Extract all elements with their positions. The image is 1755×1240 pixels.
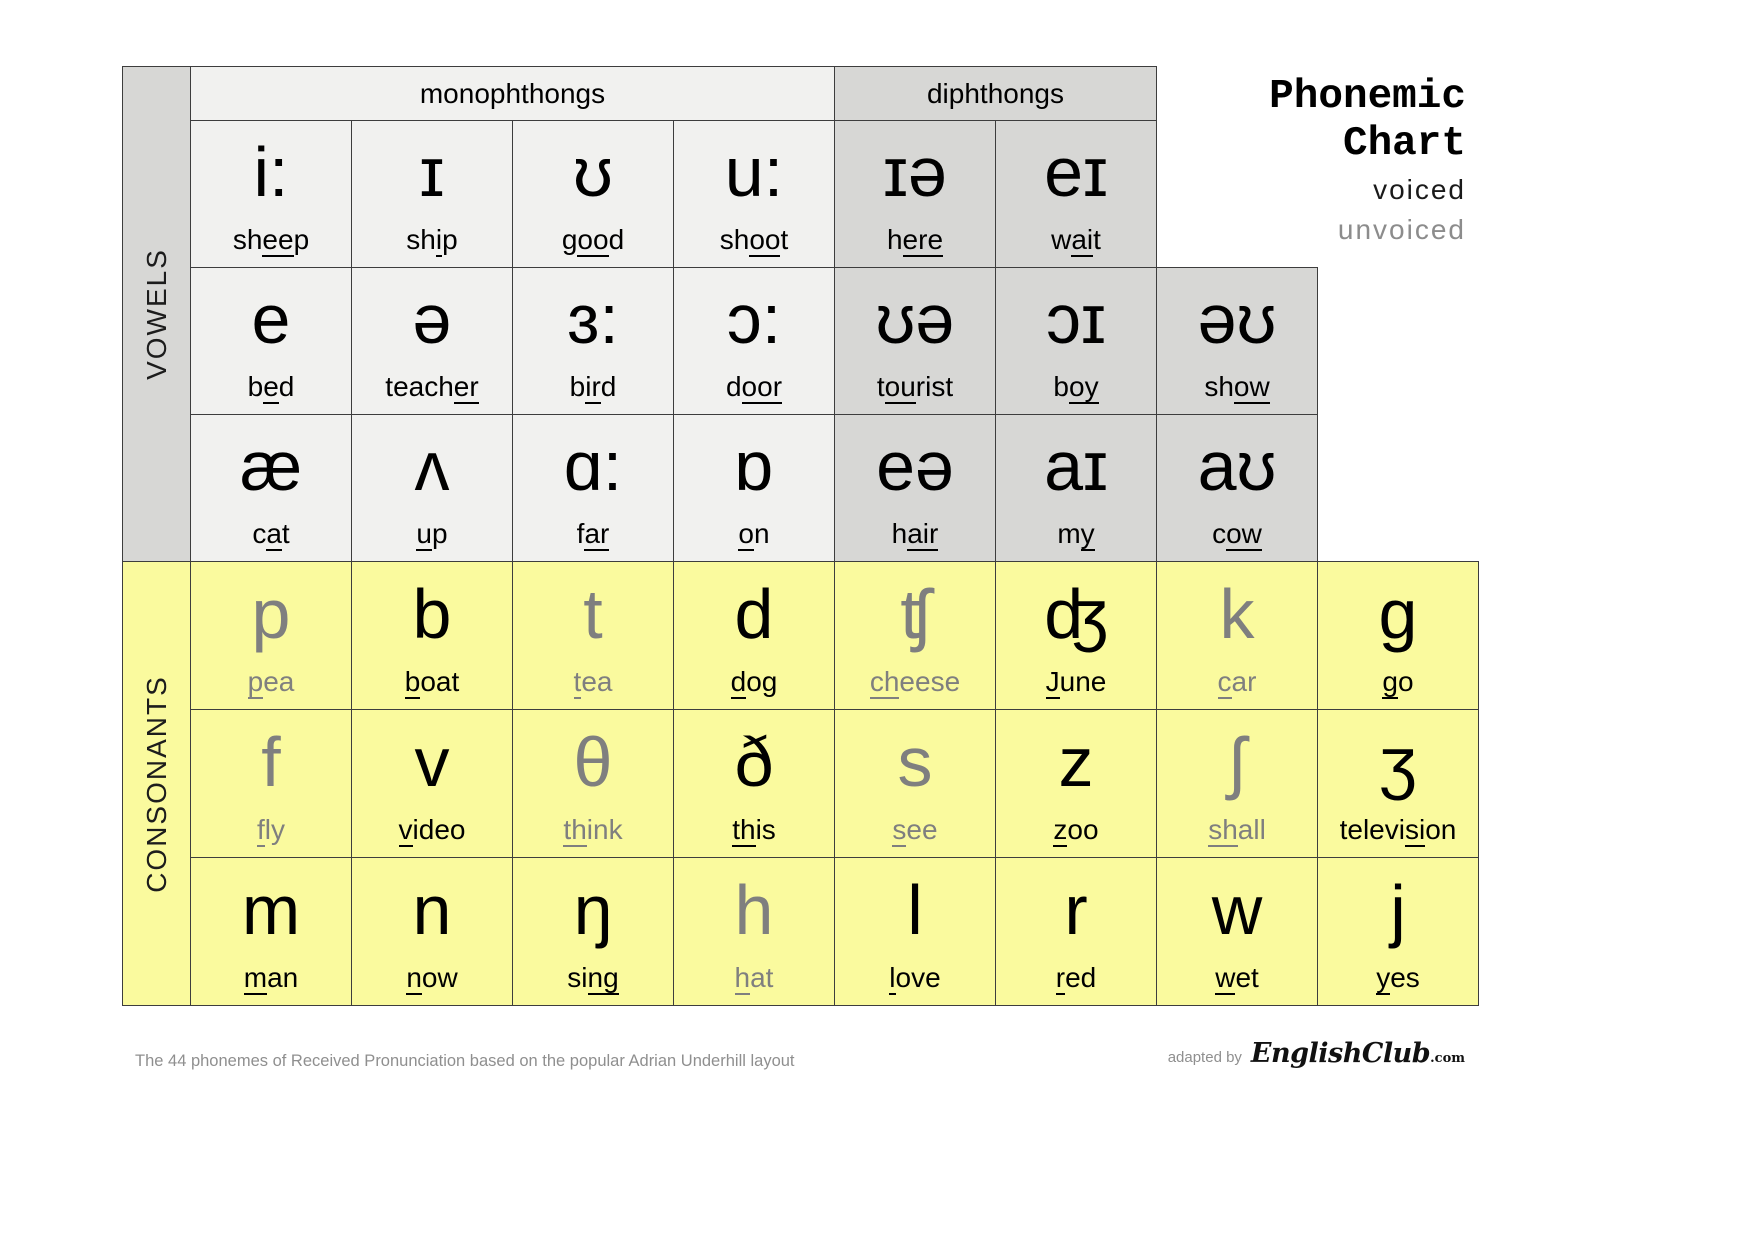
example-word: wet [1215,961,1259,993]
example-word: cheese [869,665,961,697]
phoneme-symbol: aɪ [1044,427,1108,505]
example-word: dog [730,665,778,697]
stressed-letters: m [243,961,268,993]
phoneme-cell [352,858,513,1006]
stressed-letters: z [1053,813,1068,845]
phoneme-cell [996,858,1157,1006]
adapted-by-text: adapted by [1167,1049,1242,1066]
example-word: bird [569,371,617,402]
stressed-letters: er [453,371,479,402]
phoneme-cell [674,710,835,858]
phoneme-cell [674,121,835,268]
englishclub-logo-suffix: .com [1430,1051,1465,1066]
stressed-letters: w [1215,961,1236,993]
stressed-letters: r [1055,961,1066,993]
example-word: shall [1208,813,1266,845]
page-title-line1: Phonemic [1269,74,1466,120]
example-word: think [563,813,623,845]
diphthongs-header: diphthongs [835,67,1157,121]
example-word: teacher [385,371,479,402]
phoneme-cell [513,121,674,268]
phoneme-cell [352,121,513,268]
stressed-letters: u [416,518,432,549]
phoneme-cell [191,268,352,415]
phoneme-cell [513,710,674,858]
phoneme-cell [996,415,1157,562]
grid-spacer [1318,268,1479,415]
phoneme-symbol: əʊ [1197,280,1277,358]
example-word: hat [734,961,774,993]
stressed-letters: c [1217,665,1232,697]
page-title-line2: Chart [1342,121,1466,167]
example-word: red [1055,961,1097,993]
example-word: pea [247,665,295,697]
stressed-letters: ng [587,961,619,993]
phoneme-symbol: e [251,280,291,358]
phoneme-cell [674,562,835,710]
stressed-letters: y [1376,961,1391,993]
vowels-section-label: VOWELS [140,248,172,380]
stressed-letters: l [889,961,896,993]
phoneme-cell [352,562,513,710]
phoneme-symbol: h [734,870,774,949]
vowels-section [123,67,191,562]
phoneme-symbol: f [261,722,281,801]
example-word: sing [567,961,619,993]
monophthongs-header: monophthongs [191,67,835,121]
example-word: fly [256,813,285,845]
phoneme-symbol: ɔɪ [1046,280,1106,358]
englishclub-logo [1251,1038,1465,1069]
phoneme-cell [352,415,513,562]
example-word: boat [404,665,460,697]
stressed-letters: g [1382,665,1398,697]
stressed-letters: h [734,961,751,993]
phoneme-cell [835,858,996,1006]
phoneme-cell [191,710,352,858]
legend-voiced: voiced [1373,174,1466,205]
example-word: man [243,961,299,993]
example-word: love [889,961,941,993]
example-word: cat [252,518,290,549]
phoneme-symbol: ʃ [1229,722,1245,801]
phoneme-symbol: l [907,870,923,949]
example-word: my [1057,518,1095,549]
phoneme-cell [1157,415,1318,562]
stressed-letters: e [263,371,279,402]
stressed-letters: sh [1208,813,1238,845]
phoneme-symbol: m [241,870,301,949]
phoneme-cell [1157,562,1318,710]
phoneme-cell [1318,562,1479,710]
stressed-letters: p [247,665,264,697]
phoneme-cell [835,121,996,268]
phoneme-cell [191,121,352,268]
stressed-letters: ch [869,665,900,697]
stressed-letters: s [892,813,907,845]
example-word: yes [1376,961,1420,993]
example-word: television [1339,813,1457,845]
example-word: cow [1212,518,1262,549]
example-word: now [406,961,458,993]
consonants-section-label: CONSONANTS [140,674,172,893]
phoneme-symbol: ɔ: [726,280,782,358]
phoneme-cell [674,268,835,415]
stressed-letters: J [1045,665,1060,697]
phoneme-symbol: ə [412,280,452,358]
phoneme-symbol: ʌ [414,427,450,505]
grid-spacer [1318,415,1479,562]
stressed-letters: ere [902,224,944,255]
phoneme-cell [996,710,1157,858]
example-word: sheep [232,224,310,255]
phoneme-cell [513,562,674,710]
example-word: show [1204,371,1270,402]
phoneme-cell [996,562,1157,710]
phoneme-symbol: d [734,574,774,653]
stressed-letters: ow [1233,371,1270,402]
example-word: up [416,518,448,549]
title-block [1100,74,1466,250]
phoneme-symbol: æ [239,427,303,505]
stressed-letters: ee [262,224,294,255]
example-word: this [732,813,776,845]
phoneme-cell [674,415,835,562]
stressed-letters: th [563,813,587,845]
phoneme-symbol: ʒ [1378,722,1418,801]
phoneme-symbol: ɑ: [563,427,623,505]
stressed-letters: n [406,961,422,993]
stressed-letters: oo [577,224,609,255]
phoneme-cell [191,562,352,710]
phoneme-symbol: ɪə [883,133,947,211]
phoneme-symbol: j [1390,870,1406,949]
phoneme-symbol: i: [253,133,289,211]
phoneme-symbol: eɪ [1044,133,1108,211]
phoneme-symbol: ɪ [419,133,445,211]
phoneme-symbol: k [1219,574,1255,653]
phoneme-cell [1318,858,1479,1006]
stressed-letters: ir [585,371,601,402]
stressed-letters: ow [1226,518,1262,549]
example-word: wait [1051,224,1101,255]
phoneme-symbol: ʊ [573,133,613,211]
stressed-letters: o [738,518,754,549]
phoneme-cell [835,415,996,562]
phoneme-symbol: ʊə [875,280,955,358]
example-word: zoo [1053,813,1099,845]
example-word: boy [1053,371,1099,402]
phoneme-symbol: ŋ [573,870,613,949]
stressed-letters: b [404,665,421,697]
example-word: hair [891,518,939,549]
example-word: shoot [719,224,789,255]
phoneme-cell [191,415,352,562]
phoneme-symbol: ʤ [1044,574,1108,653]
example-word: far [576,518,610,549]
phoneme-symbol: v [414,722,450,801]
phoneme-symbol: ɒ [734,427,774,505]
phoneme-cell [191,858,352,1006]
phoneme-cell [1318,710,1479,858]
phoneme-cell [835,562,996,710]
example-word: door [725,371,783,402]
legend-unvoiced: unvoiced [1337,214,1466,245]
example-word: tourist [876,371,954,402]
phoneme-symbol: b [412,574,452,653]
phoneme-cell [1157,268,1318,415]
stressed-letters: y [1080,518,1095,549]
phoneme-symbol: aʊ [1197,427,1277,505]
phoneme-cell [1157,710,1318,858]
phoneme-cell [352,268,513,415]
phoneme-symbol: z [1058,722,1094,801]
stressed-letters: v [398,813,413,845]
footer-caption: The 44 phonemes of Received Pronunciation based on the popular Adrian Underhill layout [135,1052,795,1070]
example-word: video [398,813,466,845]
phoneme-cell [996,268,1157,415]
phoneme-symbol: g [1378,574,1418,653]
stressed-letters: si [1404,813,1426,845]
example-word: here [886,224,944,255]
phoneme-cell [352,710,513,858]
stressed-letters: a [266,518,282,549]
example-word: car [1217,665,1257,697]
phoneme-symbol: w [1211,870,1263,949]
example-word: go [1382,665,1414,697]
phoneme-cell [835,710,996,858]
phoneme-symbol: ɜ: [567,280,619,358]
stressed-letters: oy [1069,371,1099,402]
consonants-section [123,562,191,1006]
footer-attribution [1168,1038,1465,1069]
example-word: June [1045,665,1107,697]
phoneme-symbol: ʧ [899,574,931,653]
phoneme-cell [513,858,674,1006]
phoneme-symbol: eə [876,427,954,505]
stressed-letters: ar [584,518,610,549]
phoneme-symbol: r [1064,870,1088,949]
stressed-letters: th [732,813,756,845]
phoneme-cell [674,858,835,1006]
stressed-letters: oor [741,371,783,402]
example-word: tea [573,665,613,697]
phoneme-symbol: n [412,870,452,949]
stressed-letters: t [573,665,582,697]
phoneme-cell [835,268,996,415]
stressed-letters: ou [884,371,916,402]
stressed-letters: i [435,224,443,255]
stressed-letters: ai [1071,224,1094,255]
phoneme-symbol: θ [573,722,613,801]
phoneme-cell [513,415,674,562]
stressed-letters: d [730,665,747,697]
stressed-letters: oo [749,224,781,255]
stressed-letters: f [256,813,265,845]
example-word: good [561,224,625,255]
phoneme-symbol: u: [724,133,784,211]
stressed-letters: air [907,518,939,549]
phoneme-symbol: p [251,574,291,653]
example-word: bed [247,371,295,402]
phoneme-symbol: t [583,574,603,653]
phoneme-cell [1157,858,1318,1006]
phoneme-symbol: s [897,722,933,801]
example-word: on [738,518,770,549]
example-word: see [892,813,938,845]
phoneme-cell [513,268,674,415]
example-word: ship [406,224,458,255]
phoneme-symbol: ð [734,722,774,801]
englishclub-logo-main: EnglishClub [1250,1038,1431,1069]
